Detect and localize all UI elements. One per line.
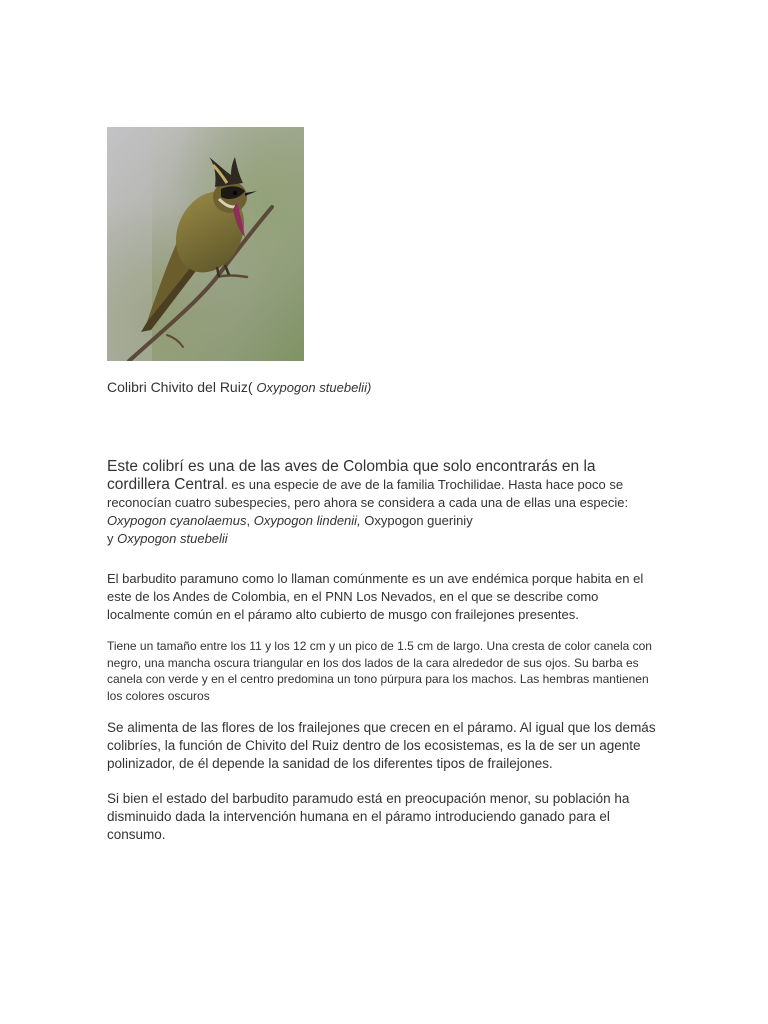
paragraph-feeding: Se alimenta de las flores de los frailejones que crecen en el páramo. Al igual que los demás colibríes, la función de Chivito del Ruiz dentro de los ecosistemas, es la de ser un agente polinizador, de él depende la sanidad de los diferentes tipos de frailejones. <box>107 720 656 772</box>
photo-caption <box>107 379 371 395</box>
caption-scientific-name: Oxypogon stuebelii) <box>256 380 372 395</box>
intro-rest: . es una especie de ave de la familia Trochilidae. Hasta hace poco se reconocían cuatro subespecies, pero ahora se considera a cada una de ellas una especie: <box>107 477 629 510</box>
species-stuebelii: Oxypogon stuebelii <box>117 531 228 546</box>
species-gueriniy: Oxypogon gueriniy <box>360 513 473 528</box>
intro-lead: Este colibrí es una de las aves de Colombia que solo encontrarás en la cordillera Central <box>107 458 596 493</box>
paragraph-conservation: Si bien el estado del barbudito paramudo está en preocupación menor, su población ha disminuido dada la intervención humana en el páramo introduciendo ganado para el consumo. <box>107 790 630 843</box>
caption-common-name: Colibri Chivito del Ruiz( <box>107 379 257 395</box>
hummingbird-photo <box>107 127 304 361</box>
species-lindenii: Oxypogon lindenii, <box>253 513 361 528</box>
intro-conjunction: y <box>107 531 118 546</box>
paragraph-description: Tiene un tamaño entre los 11 y los 12 cm y un pico de 1.5 cm de largo. Una cresta de color canela con negro, una mancha oscura triangular en los dos lados de la cara alrededor de sus ojos. Su barba es canela con verde y en el centro predomina un tono púrpura para los machos. Las hembras mantienen los colores oscuros <box>107 639 652 703</box>
species-cyanolaemus: Oxypogon cyanolaemus <box>107 513 247 528</box>
intro-separator: , <box>246 513 254 528</box>
paragraph-intro <box>107 458 659 548</box>
paragraph-habitat: El barbudito paramuno como lo llaman comúnmente es un ave endémica porque habita en el este de los Andes de Colombia, en el PNN Los Nevados, en el que se describe como localmente común en el páramo alto cubierto de musgo con frailejones presentes. <box>107 571 644 622</box>
article-body <box>107 458 659 844</box>
